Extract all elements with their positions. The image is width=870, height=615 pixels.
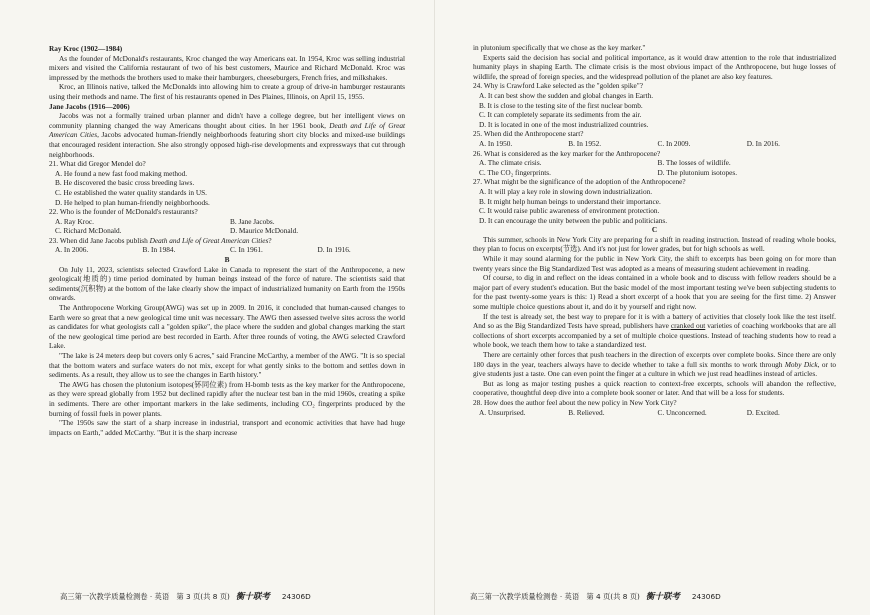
q27-option-c[interactable]: C. It would raise public awareness of environment protection. <box>479 206 660 216</box>
heading-jane-jacobs: Jane Jacobs (1916—2006) <box>49 101 130 111</box>
q21-option-d[interactable]: D. He helped to plan human-friendly neighborhoods. <box>55 197 210 207</box>
q24-option-c[interactable]: C. It can completely separate its sediments from the air. <box>479 110 642 120</box>
jacobs-paragraph-1: Jacobs was not a formally trained urban planner and didn't have a college degree, but her intelligent views on community planning changed the way Americans thought about cities. In her 1961 book, Death and Life of Great American Cities, Jacobs advocated human-friendly neighborhoods featuring short city blocks and mixed-use buildings that encouraged resident interaction. She also strongly opposed high-rise developments and expressways that cut through neighborhoods. <box>49 111 405 159</box>
q26-option-c[interactable]: C. The CO₂ fingerprints. <box>479 167 551 177</box>
passage-b-paragraph-3: "The lake is 24 meters deep but covers only 6 acres," said Francine McCarthy, a member of the AWG. "It is so special that the bottom waters and surface waters do not mix, except for what gently sinks to the bottom and settles down in sediments. As a result, they allow us to see the changes in Earth history." <box>49 351 405 380</box>
q23-option-a[interactable]: A. In 2006. <box>55 245 89 255</box>
underlined-phrase: cranked out <box>670 321 706 331</box>
passage-b-paragraph-1: On July 11, 2023, scientists selected Crawford Lake in Canada to represent the start of the Anthropocene, a new geological(地质的) time period dominated by human beings instead of the force of nature. The scientists said that sediments(沉积物) at the bottom of the lake clearly show the impact of industrialized humanity on Earth from the 1950s onwards. <box>49 264 405 303</box>
passage-b-paragraph-5: "The 1950s saw the start of a sharp increase in industrial, transport and economic activities that have had huge impacts on Earth," added McCarthy. "But it is the sharp increase <box>49 418 405 437</box>
q21-option-c[interactable]: C. He established the water quality standards in US. <box>55 187 207 197</box>
kroc-paragraph-1: As the founder of McDonald's restaurants, Kroc changed the way Americans eat. In 1954, Kroc was selling industrial mixers and visited the California restaurant of two of his best customers, Maurice and Richard McDonald. Kroc was impressed by the methods the brothers used to make their hamburgers, cheeseburgers, French fries, and milkshakes. <box>49 53 405 82</box>
q28-option-a[interactable]: A. Unsurprised. <box>479 407 526 417</box>
question-21: 21. What did Gregor Mendel do? <box>49 159 146 169</box>
footer-logo: 衡十联考 <box>645 592 680 602</box>
page-footer-right <box>470 590 721 602</box>
q27-option-a[interactable]: A. It will play a key role in slowing down industrialization. <box>479 186 653 196</box>
q26-option-a[interactable]: A. The climate crisis. <box>479 158 542 168</box>
q25-option-c[interactable]: C. In 2009. <box>657 138 691 148</box>
q28-option-b[interactable]: B. Relieved. <box>568 407 605 417</box>
q24-option-b[interactable]: B. It is close to the testing site of the first nuclear bomb. <box>479 100 643 110</box>
passage-b-continued: in plutonium specifically that we chose as the key marker." <box>473 43 646 52</box>
passage-b-paragraph-4: The AWG has chosen the plutonium isotopes(钚同位素) from H-bomb tests as the key marker for the Anthropocene, as they were spread globally from 1952 but declined rapidly after the nuclear test ban in the mid 1960s, creating a spike in sediments. There are other important markers in the lake sediments, including CO₂ fingerprints produced by the burning of fossil fuels in power plants. <box>49 379 405 418</box>
q26-options-row-1 <box>473 158 836 168</box>
passage-c-paragraph-2: While it may sound alarming for the public in New York City, the shift to excerpts has been going on for more than twenty years since the Big Standardized Test was adopted as a means of measuring student achievement in reading. <box>473 254 836 273</box>
q26-options-row-2 <box>473 168 836 178</box>
q25-option-b[interactable]: B. In 1952. <box>568 138 602 148</box>
q22-options-row-2 <box>49 226 405 236</box>
heading-ray-kroc: Ray Kroc (1902—1984) <box>49 44 123 53</box>
section-c-heading: C <box>651 225 658 235</box>
q25-options <box>473 139 836 149</box>
q22-options-row-1 <box>49 217 405 227</box>
question-22: 22. Who is the founder of McDonald's restaurants? <box>49 207 198 217</box>
q25-option-a[interactable]: A. In 1950. <box>479 138 513 148</box>
q23-option-c[interactable]: C. In 1961. <box>230 245 263 255</box>
q28-option-c[interactable]: C. Unconcerned. <box>657 407 707 417</box>
question-26: 26. What is considered as the key marker for the Anthropocene? <box>473 148 661 158</box>
footer-code: 24306D <box>691 592 721 601</box>
passage-c-paragraph-6: But as long as major testing pushes a quick reaction to context-free excerpts, schools will abandon the reflective, cooperative, thoughtful deep dive into a complete book sooner or later. And that will be a loss for students. <box>473 378 836 398</box>
q23-option-b[interactable]: B. In 1984. <box>142 245 176 255</box>
passage-b-paragraph-6: Experts said the decision has social and political importance, as it would draw attention to the role that industrialized humanity plays in shaping Earth. The climate crisis is the most obvious impact of the Anthropocene, but huge losses of wildlife, the spread of foreign species, and the widespread pollution of the planet are also key features. <box>473 52 836 81</box>
q21-option-b[interactable]: B. He discovered the basic cross breeding laws. <box>55 178 195 188</box>
section-b-heading: B <box>224 255 230 265</box>
question-24: 24. Why is Crawford Lake selected as the "golden spike"? <box>473 81 643 91</box>
book-title: Death and Life of Great American Cities <box>49 120 405 140</box>
q26-option-d[interactable]: D. The plutonium isotopes. <box>657 167 738 177</box>
book-title: Moby Dick <box>784 359 818 369</box>
q24-option-a[interactable]: A. It can best show the sudden and global changes in Earth. <box>479 90 654 100</box>
q28-options <box>473 408 836 418</box>
q23-options <box>49 245 405 255</box>
passage-c-paragraph-5: There are certainly other forces that push teachers in the direction of excerpts over complete books. Since there are only 180 days in the year, teachers always have to decide whether to take a full six months to work through Moby Dick, or to give students just a taste. One can even point the finger at a culture in which we just read headlines instead of articles. <box>473 350 836 379</box>
q27-option-d[interactable]: D. It can encourage the unity between the public and politicians. <box>479 215 668 225</box>
footer-text: 高三第一次教学质量检测卷 · 英语 第 4 页(共 8 页) <box>470 592 640 601</box>
question-28: 28. How does the author feel about the new policy in New York City? <box>473 397 677 407</box>
footer-logo: 衡十联考 <box>235 592 270 602</box>
q22-option-b[interactable]: B. Jane Jacobs. <box>230 216 275 226</box>
q23-option-d[interactable]: D. In 1916. <box>317 245 351 255</box>
passage-c-paragraph-4: If the test is already set, the best way to prepare for it is with a battery of activities that closely look like the test itself. And so as the Big Standardized Tests have spread, publishers have cranked out varieties of coaching workbooks that are all collections of short excerpts accompanied by a set of multiple choice questions. Instead of teaching students how to read a whole book, we teach them how to take a standardized test. <box>473 311 836 350</box>
passage-c-paragraph-1: This summer, schools in New York City are preparing for a shift in reading instruction. Instead of reading whole books, they plan to focus on excerpts(节选). And it's not just for lower grades, but for high schools as well. <box>473 234 836 254</box>
kroc-paragraph-2: Kroc, an Illinois native, talked the McDonalds into allowing him to create a group of drive-in hamburger restaurants using their methods and name. The first of his restaurants opened in Des Plaines, Illinois, on April 15, 1955. <box>49 82 405 101</box>
q22-option-a[interactable]: A. Ray Kroc. <box>55 216 94 226</box>
q28-option-d[interactable]: D. Excited. <box>746 407 780 417</box>
q26-option-b[interactable]: B. The losses of wildlife. <box>657 158 731 168</box>
question-25: 25. When did the Anthropocene start? <box>473 129 584 139</box>
q22-option-c[interactable]: C. Richard McDonald. <box>55 226 122 236</box>
question-27: 27. What might be the significance of the adoption of the Anthropocene? <box>473 177 686 187</box>
q21-option-a[interactable]: A. He found a new fast food making method. <box>55 168 188 178</box>
q24-option-d[interactable]: D. It is located in one of the most industrialized countries. <box>479 119 649 129</box>
footer-text: 高三第一次教学质量检测卷 · 英语 第 3 页(共 8 页) <box>60 592 230 601</box>
question-23: 23. When did Jane Jacobs publish Death and Life of Great American Cities? <box>49 235 272 245</box>
passage-c-paragraph-3: Of course, to dig in and reflect on the ideas contained in a whole book and to discuss with fellow readers should be a major part of every student's education. But the basic model of the most important testing we've been subjecting students to for the past twenty-some years is this: 1) Read a short excerpt of a hook that you are seeing for the first time. 2) Answer some multiple choice questions about it, and do it by yourself and right now. <box>473 273 836 312</box>
exam-page-4 <box>435 0 870 615</box>
q25-option-d[interactable]: D. In 2016. <box>746 138 780 148</box>
page-footer-left <box>60 590 311 602</box>
q22-option-d[interactable]: D. Maurice McDonald. <box>230 226 299 236</box>
q27-option-b[interactable]: B. It might help human beings to understand their importance. <box>479 196 661 206</box>
footer-code: 24306D <box>281 592 311 601</box>
passage-b-paragraph-2: The Anthropocene Working Group(AWG) was set up in 2009. In 2016, it concluded that human-caused changes to Earth were so great that a new geological time unit was necessary. The AWG then assessed twelve sites across the world as candidates for what geologists call a "golden spike", the place where the sudden and global changes marking the start of the new geological time period are best recorded in Earth. After three rounds of voting, the AWG selected Crawford Lake. <box>49 303 405 351</box>
